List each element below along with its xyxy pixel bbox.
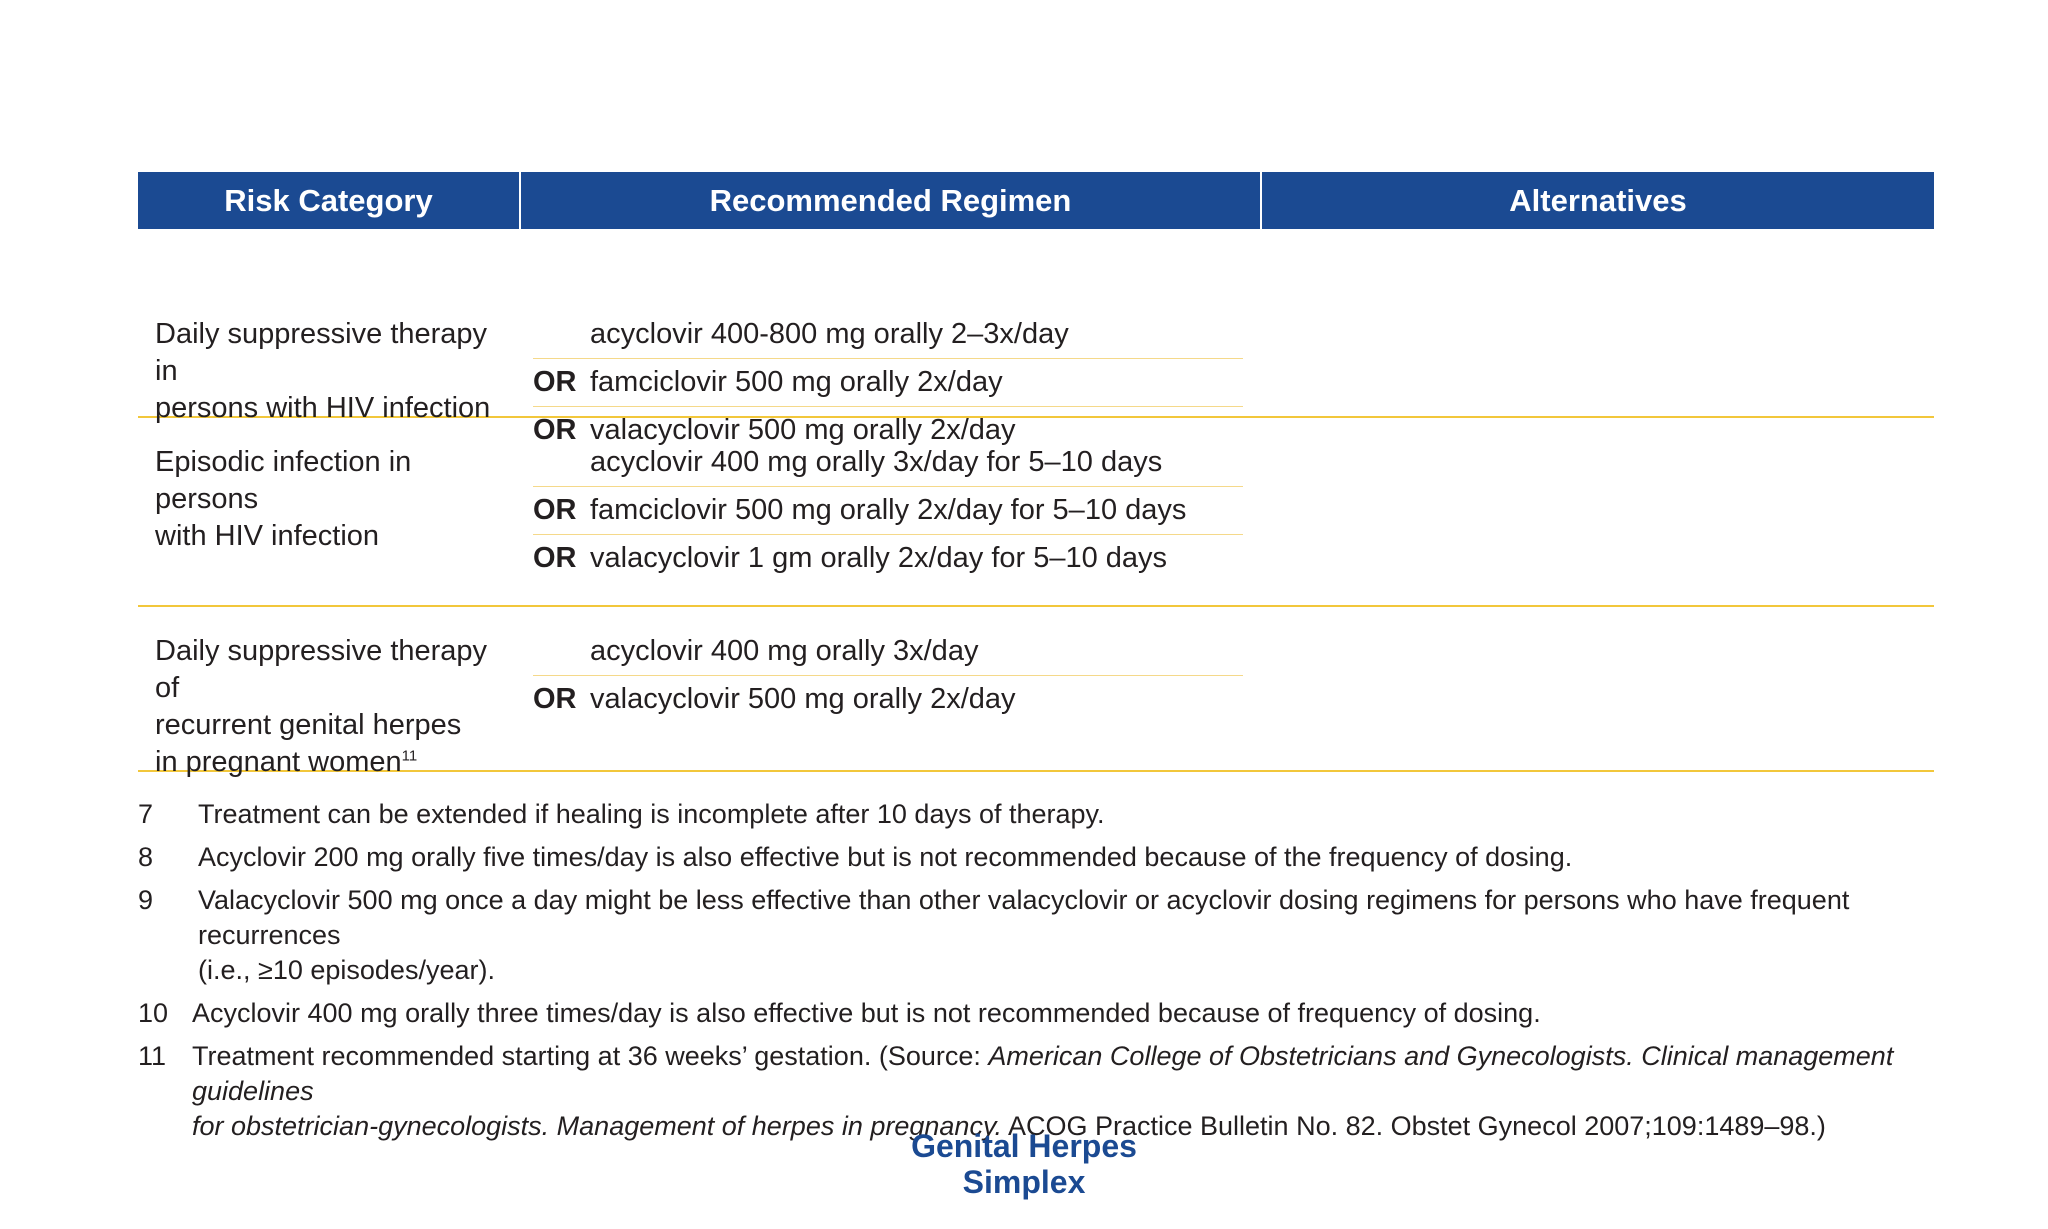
risk-line: recurrent genital herpes: [155, 709, 462, 741]
footnote-text: Acyclovir 200 mg orally five times/day is also effective but is not recommended because of the frequency of dosing.: [198, 842, 1573, 872]
footnote-item: [138, 840, 1938, 875]
or-label: OR: [533, 414, 577, 446]
regimen-line: [533, 677, 1383, 725]
risk-category-cell: [155, 633, 515, 781]
regimen-divider: [533, 675, 1243, 676]
table-row: [138, 418, 1934, 607]
regimen-text: acyclovir 400 mg orally 3x/day: [590, 635, 979, 667]
or-label: OR: [533, 542, 577, 574]
regimen-line: [533, 536, 1383, 584]
regimen-text: famciclovir 500 mg orally 2x/day for 5–10 days: [590, 494, 1187, 526]
regimen-line: [533, 629, 1383, 677]
regimen-text: valacyclovir 500 mg orally 2x/day: [590, 414, 1016, 446]
risk-line: with HIV infection: [155, 520, 380, 552]
regimen-line: [533, 488, 1383, 536]
risk-line: Daily suppressive therapy of: [155, 635, 488, 704]
footnote-number: 10: [138, 998, 169, 1028]
footnote-item: [138, 797, 1938, 832]
footnote-ref: 11: [401, 747, 418, 765]
or-label: OR: [533, 366, 577, 398]
risk-category-cell: [155, 444, 515, 555]
footnote-item: [138, 883, 1938, 988]
footer-title-line: Genital Herpes: [911, 1128, 1137, 1164]
regimen-text: acyclovir 400-800 mg orally 2–3x/day: [590, 318, 1069, 350]
regimen-divider: [533, 406, 1243, 407]
regimen-cell: [533, 440, 1383, 584]
footnote-line: [192, 1039, 1938, 1109]
regimen-text: valacyclovir 1 gm orally 2x/day for 5–10 days: [590, 542, 1168, 574]
footnote-number: 7: [138, 799, 154, 829]
risk-line: persons with HIV infection: [155, 392, 491, 424]
footnotes: [138, 797, 1938, 1152]
footnote-number: 8: [138, 842, 154, 872]
footnote-item: [138, 996, 1938, 1031]
footnote-citation: for obstetrician-gynecologists. Management of herpes in pregnancy.: [192, 1111, 1002, 1141]
footnote-plain: Treatment recommended starting at 36 weeks’ gestation. (Source:: [192, 1041, 989, 1071]
regimen-divider: [533, 534, 1243, 535]
or-label: OR: [533, 683, 577, 715]
table-header: [138, 172, 1934, 229]
or-label: OR: [533, 494, 577, 526]
footnote-number: 11: [138, 1041, 167, 1071]
regimen-text: valacyclovir 500 mg orally 2x/day: [590, 683, 1016, 715]
regimen-table: [138, 172, 1934, 778]
table-row: [138, 607, 1934, 778]
footnote-plain: ACOG Practice Bulletin No. 82. Obstet Gynecol 2007;109:1489–98.): [1001, 1111, 1826, 1141]
regimen-divider: [533, 358, 1243, 359]
regimen-line: [533, 312, 1383, 360]
footnote-text: Treatment can be extended if healing is incomplete after 10 days of therapy.: [198, 799, 1105, 829]
risk-line: Episodic infection in persons: [155, 446, 412, 515]
risk-line-with-footnote: [155, 744, 515, 781]
risk-line: Daily suppressive therapy in: [155, 318, 488, 387]
footnote-citation: American College of Obstetricians and Gynecologists. Clinical management guidelines: [192, 1041, 1894, 1106]
regimen-text: famciclovir 500 mg orally 2x/day: [590, 366, 1003, 398]
header-recommended-regimen: Recommended Regimen: [519, 172, 1260, 229]
footnote-line: Valacyclovir 500 mg once a day might be less effective than other valacyclovir or acyclovir dosing regimens for persons who have frequent recurrences: [198, 885, 1850, 950]
regimen-line: [533, 360, 1383, 408]
regimen-cell: [533, 629, 1383, 725]
risk-line: in pregnant women: [155, 746, 402, 778]
header-alternatives: Alternatives: [1260, 172, 1934, 229]
footnote-number: 9: [138, 885, 154, 915]
regimen-line: [533, 440, 1383, 488]
header-risk-category: Risk Category: [224, 182, 433, 218]
regimen-text: acyclovir 400 mg orally 3x/day for 5–10 days: [590, 446, 1163, 478]
table-row: [138, 229, 1934, 446]
footnote-text: [198, 883, 1938, 988]
footer-title-line: Simplex: [962, 1164, 1086, 1200]
footnote-text: Acyclovir 400 mg orally three times/day is also effective but is not recommended because of frequency of dosing.: [192, 998, 1541, 1028]
risk-category-cell: [155, 316, 515, 427]
page-footer-title: [0, 1128, 2048, 1200]
footnote-line: (i.e., ≥10 episodes/year).: [198, 955, 495, 985]
regimen-divider: [533, 486, 1243, 487]
